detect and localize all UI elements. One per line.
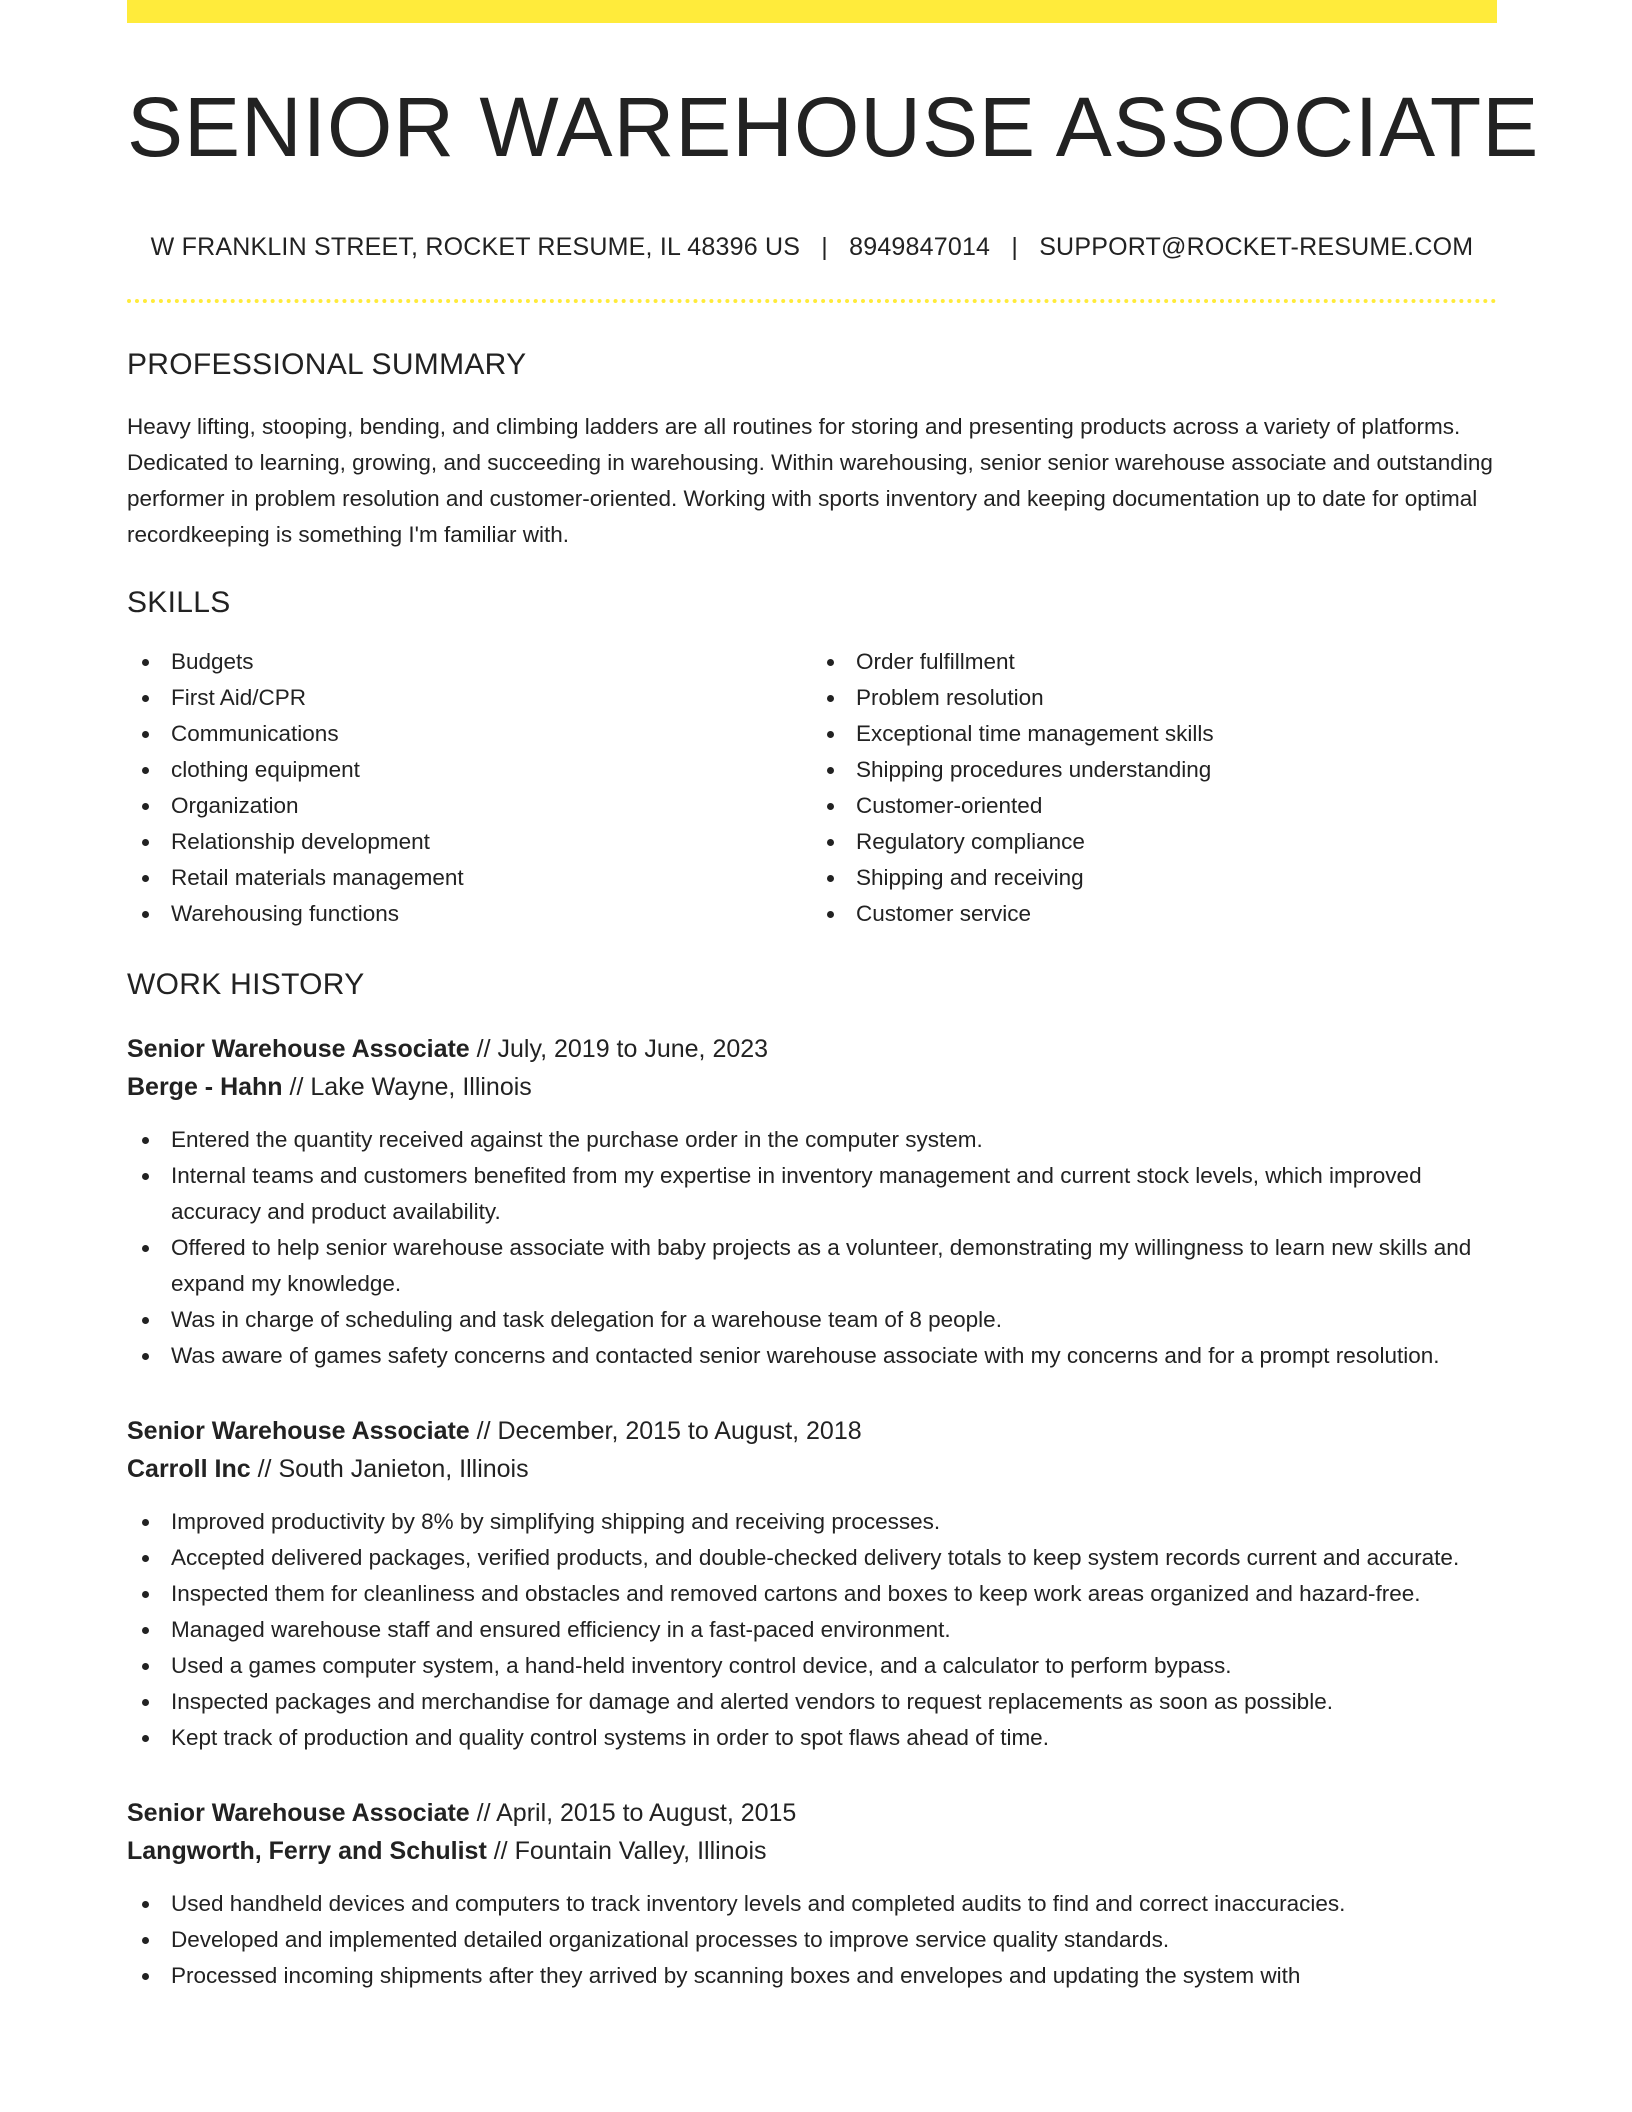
- job-location: Fountain Valley, Illinois: [514, 1837, 767, 1865]
- job-dates: December, 2015 to August, 2018: [497, 1417, 862, 1445]
- job-separator: //: [486, 1837, 515, 1865]
- job-bullet: Used handheld devices and computers to track inventory levels and completed audits to find and correct inaccuracies.: [127, 1886, 1497, 1922]
- job-separator: //: [469, 1035, 498, 1063]
- job-bullet: Developed and implemented detailed organizational processes to improve service quality standards.: [127, 1922, 1497, 1958]
- job-company: Carroll Inc: [127, 1455, 251, 1483]
- job-entry: [127, 1030, 1497, 1374]
- resume-name-heading: SENIOR WAREHOUSE ASSOCIATE: [127, 80, 1540, 174]
- job-bullet: Internal teams and customers benefited from my expertise in inventory management and current stock levels, which improved accuracy and product availability.: [127, 1158, 1497, 1230]
- skill-item: Regulatory compliance: [812, 824, 1497, 860]
- job-bullets: [127, 1886, 1497, 1994]
- work-history-section-title: WORK HISTORY: [127, 968, 365, 1001]
- job-bullet: Was in charge of scheduling and task delegation for a warehouse team of 8 people.: [127, 1302, 1497, 1338]
- job-bullets: [127, 1504, 1497, 1756]
- summary-section-title: PROFESSIONAL SUMMARY: [127, 348, 527, 381]
- summary-text: Heavy lifting, stooping, bending, and climbing ladders are all routines for storing and presenting products across a variety of platforms. Dedicated to learning, growing, and succeeding in warehousing. Within warehousing, senior senior warehouse associate and outstanding performer in problem resolution and customer-oriented. Working with sports inventory and keeping documentation up to date for optimal recordkeeping is something I'm familiar with.: [127, 414, 1493, 547]
- job-title-line: [127, 1030, 1497, 1068]
- skill-item: Customer-oriented: [812, 788, 1497, 824]
- job-location: Lake Wayne, Illinois: [310, 1073, 532, 1101]
- contact-line: [127, 233, 1497, 262]
- job-dates: July, 2019 to June, 2023: [497, 1035, 769, 1063]
- job-bullet: Used a games computer system, a hand-held inventory control device, and a calculator to perform bypass.: [127, 1648, 1497, 1684]
- contact-address: W FRANKLIN STREET, ROCKET RESUME, IL 48396 US: [150, 233, 801, 261]
- skills-column-right: [812, 644, 1497, 932]
- skill-item: Order fulfillment: [812, 644, 1497, 680]
- job-entry: [127, 1412, 1497, 1756]
- skill-item: Customer service: [812, 896, 1497, 932]
- skill-item: Problem resolution: [812, 680, 1497, 716]
- job-separator: //: [282, 1073, 311, 1101]
- job-bullets: [127, 1122, 1497, 1374]
- skill-item: Relationship development: [127, 824, 812, 860]
- skill-item: clothing equipment: [127, 752, 812, 788]
- job-role: Senior Warehouse Associate: [127, 1417, 470, 1445]
- skill-item: Organization: [127, 788, 812, 824]
- job-company-line: [127, 1068, 1497, 1106]
- contact-phone: 8949847014: [849, 233, 991, 261]
- job-bullet: Managed warehouse staff and ensured efficiency in a fast-paced environment.: [127, 1612, 1497, 1648]
- accent-top-bar: [127, 0, 1497, 23]
- skill-item: Retail materials management: [127, 860, 812, 896]
- skill-item: First Aid/CPR: [127, 680, 812, 716]
- skill-item: Shipping and receiving: [812, 860, 1497, 896]
- job-bullet: Processed incoming shipments after they arrived by scanning boxes and envelopes and updating the system with: [127, 1958, 1497, 1994]
- job-bullet: Kept track of production and quality control systems in order to spot flaws ahead of time.: [127, 1720, 1497, 1756]
- job-bullet: Offered to help senior warehouse associate with baby projects as a volunteer, demonstrating my willingness to learn new skills and expand my knowledge.: [127, 1230, 1497, 1302]
- skill-item: Communications: [127, 716, 812, 752]
- dotted-divider: [127, 299, 1497, 303]
- job-company: Langworth, Ferry and Schulist: [127, 1837, 487, 1865]
- job-company: Berge - Hahn: [127, 1073, 283, 1101]
- job-role: Senior Warehouse Associate: [127, 1799, 470, 1827]
- job-bullet: Inspected them for cleanliness and obstacles and removed cartons and boxes to keep work areas organized and hazard-free.: [127, 1576, 1497, 1612]
- skills-section-title: SKILLS: [127, 586, 231, 619]
- job-dates: April, 2015 to August, 2015: [496, 1799, 797, 1827]
- job-role: Senior Warehouse Associate: [127, 1035, 470, 1063]
- contact-separator: |: [821, 233, 828, 261]
- skills-list: [127, 644, 1497, 932]
- skill-item: Shipping procedures understanding: [812, 752, 1497, 788]
- job-separator: //: [469, 1799, 497, 1827]
- job-bullet: Was aware of games safety concerns and contacted senior warehouse associate with my concerns and for a prompt resolution.: [127, 1338, 1497, 1374]
- job-location: South Janieton, Illinois: [278, 1455, 529, 1483]
- job-company-line: [127, 1450, 1497, 1488]
- skill-item: Exceptional time management skills: [812, 716, 1497, 752]
- job-separator: //: [469, 1417, 498, 1445]
- job-separator: //: [250, 1455, 279, 1483]
- contact-email: SUPPORT@ROCKET-RESUME.COM: [1039, 233, 1474, 261]
- skill-item: Warehousing functions: [127, 896, 812, 932]
- resume-page: [127, 0, 1540, 1994]
- skill-item: Budgets: [127, 644, 812, 680]
- job-company-line: [127, 1832, 1497, 1870]
- job-title-line: [127, 1794, 1497, 1832]
- contact-separator: |: [1011, 233, 1019, 261]
- job-title-line: [127, 1412, 1497, 1450]
- job-bullet: Inspected packages and merchandise for damage and alerted vendors to request replacements as soon as possible.: [127, 1684, 1497, 1720]
- job-bullet: Entered the quantity received against the purchase order in the computer system.: [127, 1122, 1497, 1158]
- job-entry: [127, 1794, 1497, 1994]
- job-bullet: Accepted delivered packages, verified products, and double-checked delivery totals to keep system records current and accurate.: [127, 1540, 1497, 1576]
- skills-column-left: [127, 644, 812, 932]
- job-bullet: Improved productivity by 8% by simplifying shipping and receiving processes.: [127, 1504, 1497, 1540]
